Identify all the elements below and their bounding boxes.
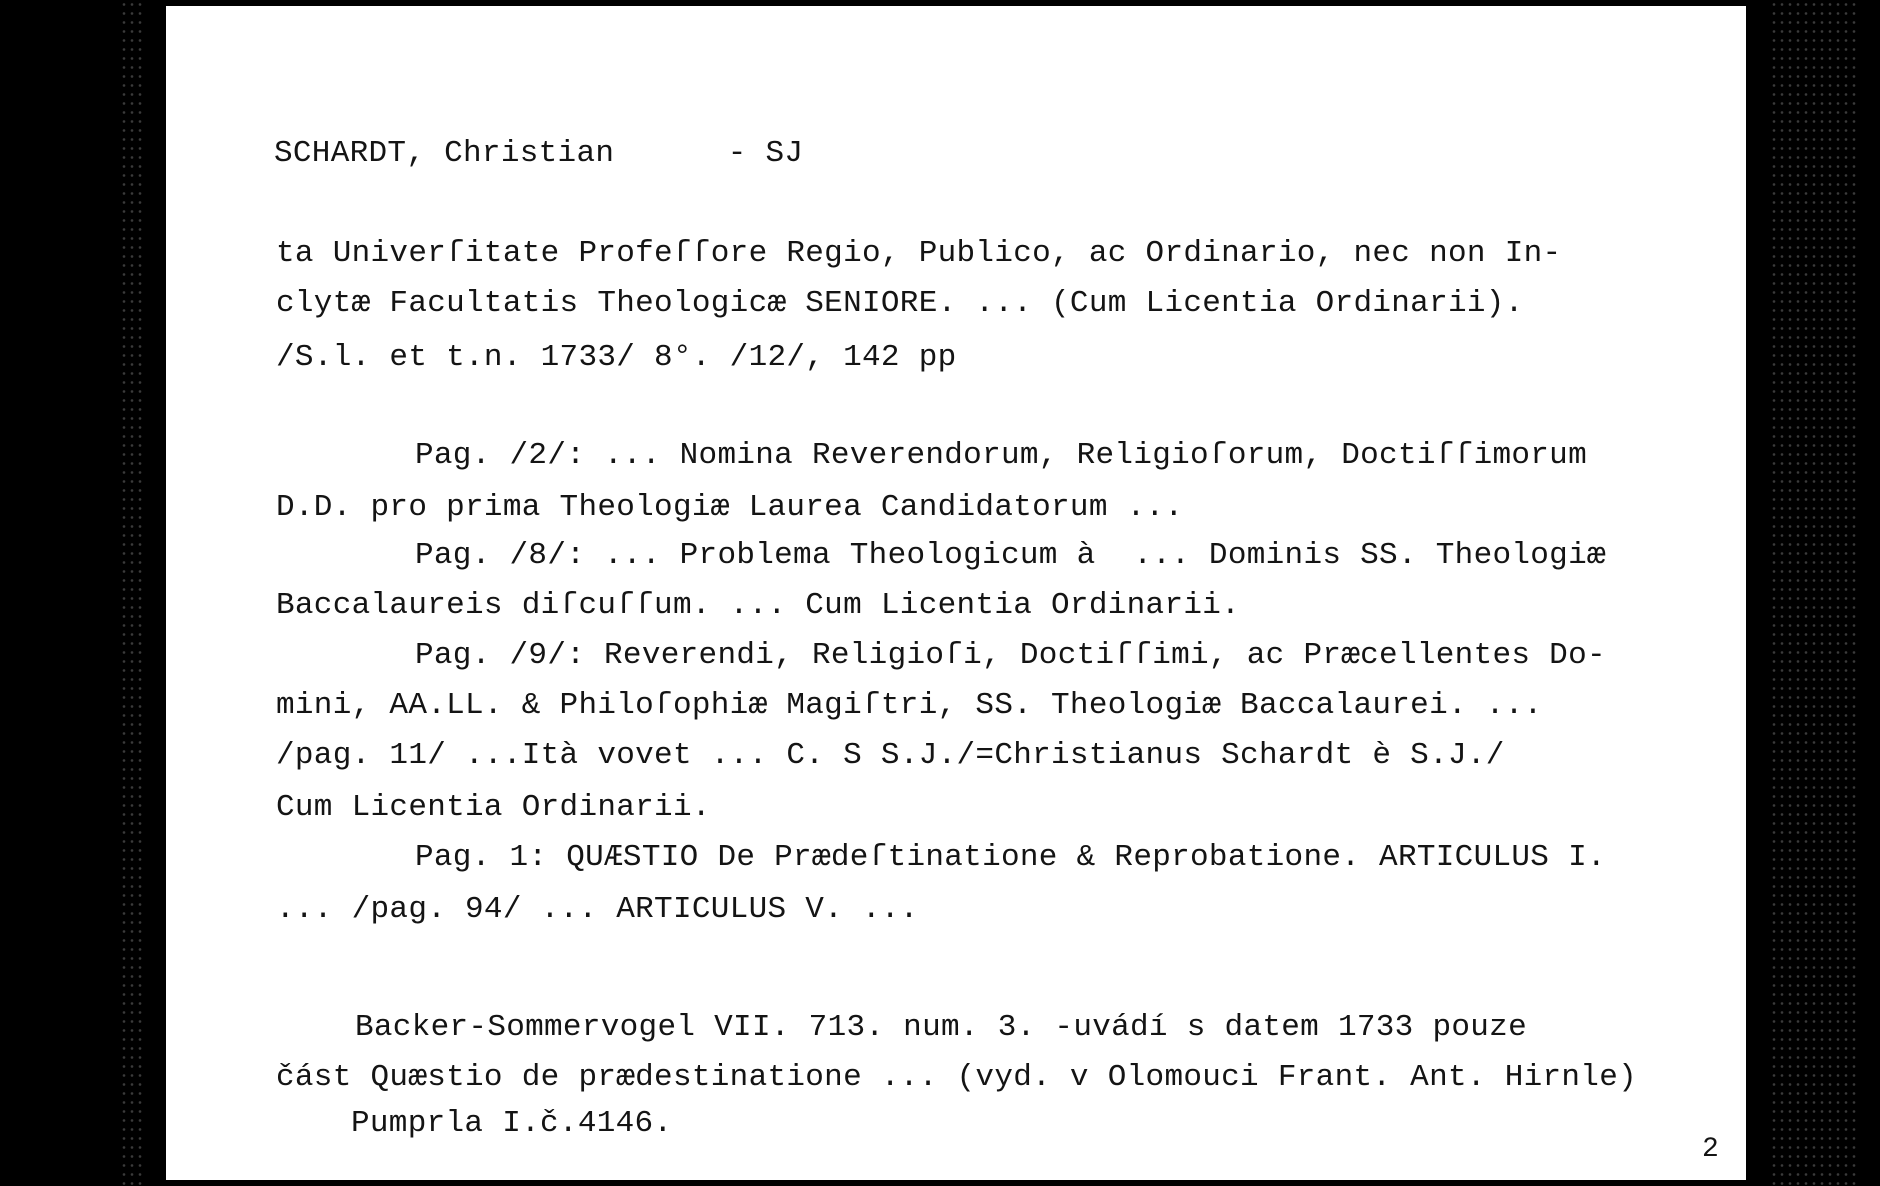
reference-line-1: Backer-Sommervogel VII. 713. num. 3. -uvádí s datem 1733 pouze — [355, 1010, 1527, 1045]
reference-line-3: Pumprla I.č.4146. — [351, 1106, 673, 1141]
title-line-1: ta Univerſitate Profeſſore Regio, Publico, ac Ordinario, nec non In- — [276, 236, 1562, 271]
note-line-10: ... /pag. 94/ ... ARTICULUS V. ... — [276, 892, 919, 927]
note-line-7: /pag. 11/ ...Ità vovet ... C. S S.J./=Christianus Schardt è S.J./ — [276, 738, 1505, 773]
note-line-4: Baccalaureis diſcuſſum. ... Cum Licentia Ordinarii. — [276, 588, 1241, 623]
scan-edge-left — [120, 0, 144, 1186]
scan-edge-right — [1770, 0, 1860, 1186]
reference-line-2: část Quæstio de prædestinatione ... (vyd. v Olomouci Frant. Ant. Hirnle) — [276, 1060, 1638, 1095]
author-name: SCHARDT, Christian — [274, 136, 615, 171]
imprint-line: /S.l. et t.n. 1733/ 8°. /12/, 142 pp — [276, 340, 957, 375]
note-line-6: mini, AA.LL. & Philoſophiæ Magiſtri, SS. Theologiæ Baccalaurei. ... — [276, 688, 1543, 723]
order-abbreviation: - SJ — [727, 136, 804, 171]
note-line-1: Pag. /2/: ... Nomina Reverendorum, Religioſorum, Doctiſſimorum — [415, 438, 1587, 473]
note-line-8: Cum Licentia Ordinarii. — [276, 790, 711, 825]
note-line-9: Pag. 1: QUÆSTIO De Prædeſtinatione & Reprobatione. ARTICULUS I. — [415, 840, 1606, 875]
page-number: 2 — [1702, 1134, 1719, 1165]
title-line-2: clytæ Facultatis Theologicæ SENIORE. ... (Cum Licentia Ordinarii). — [276, 286, 1524, 321]
author-heading — [274, 136, 803, 172]
catalog-card — [166, 6, 1746, 1180]
note-line-5: Pag. /9/: Reverendi, Religioſi, Doctiſſimi, ac Præcellentes Do- — [415, 638, 1606, 673]
note-line-3: Pag. /8/: ... Problema Theologicum à ... Dominis SS. Theologiæ — [415, 538, 1606, 573]
note-line-2: D.D. pro prima Theologiæ Laurea Candidatorum ... — [276, 490, 1184, 525]
